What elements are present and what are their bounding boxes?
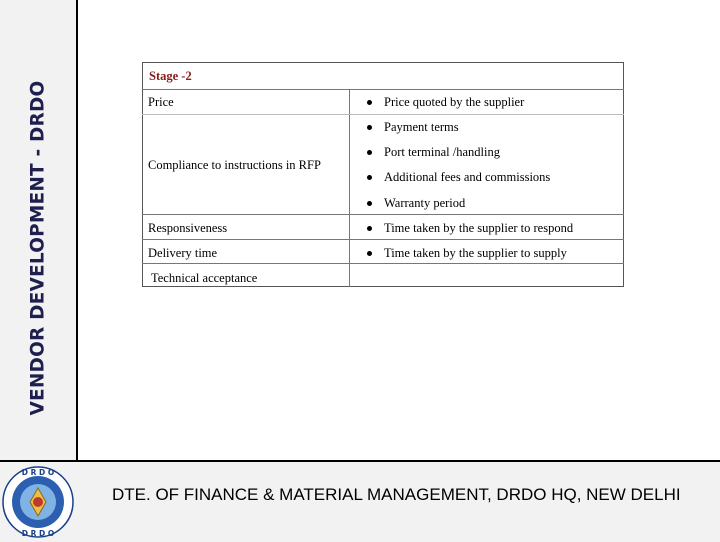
bullet-icon (367, 150, 372, 155)
table-divider (142, 263, 624, 264)
logo-top-text: D R D O (21, 468, 55, 477)
list-item: Payment terms (384, 120, 459, 134)
criterion-technical: Technical acceptance (151, 271, 258, 285)
table-divider (142, 214, 624, 215)
bullet-icon (367, 175, 372, 180)
list-item: Time taken by the supplier to supply (384, 246, 567, 260)
bullet-icon (367, 251, 372, 256)
list-item: Price quoted by the supplier (384, 95, 525, 109)
criterion-delivery: Delivery time (148, 246, 218, 260)
bullet-icon (367, 125, 372, 130)
bullet-icon (367, 226, 372, 231)
criterion-responsiveness: Responsiveness (148, 221, 228, 235)
list-item: Warranty period (384, 196, 466, 210)
table-divider (142, 239, 624, 240)
bullet-icon (367, 100, 372, 105)
criterion-price: Price (148, 95, 174, 109)
table-divider (142, 89, 624, 90)
drdo-logo (0, 464, 76, 540)
sidebar-title: VENDOR DEVELOPMENT - DRDO (27, 80, 49, 416)
criterion-compliance: Compliance to instructions in RFP (148, 158, 321, 172)
stage-label: Stage -2 (149, 69, 192, 83)
bullet-icon (367, 201, 372, 206)
list-item: Port terminal /handling (384, 145, 500, 159)
list-item: Time taken by the supplier to respond (384, 221, 574, 235)
table-divider (142, 114, 624, 115)
footer-title: DTE. OF FINANCE & MATERIAL MANAGEMENT, DRDO HQ, NEW DELHI (112, 485, 681, 504)
logo-bottom-text: D R D O (21, 529, 55, 538)
list-item: Additional fees and commissions (384, 170, 551, 184)
table-divider (349, 89, 350, 287)
